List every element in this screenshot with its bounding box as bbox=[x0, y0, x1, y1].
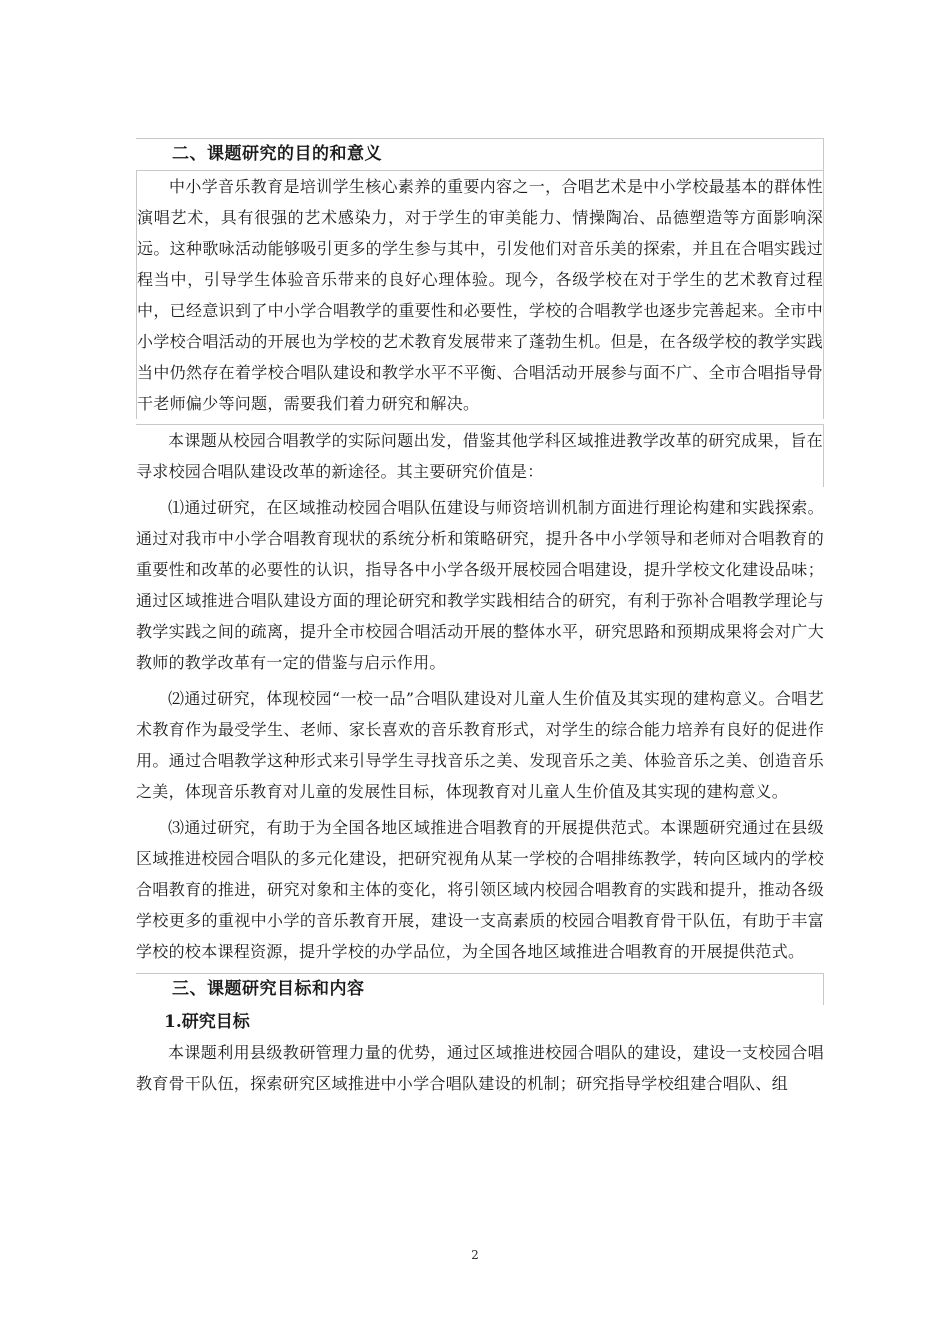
paragraph-background: 中小学音乐教育是培训学生核心素养的重要内容之一，合唱艺术是中小学校最基本的群体性演唱艺术，具有很强的艺术感染力，对于学生的审美能力、情操陶冶、品德塑造等方面影响深远。这种歌咏活动能够吸引更多的学生参与其中，引发他们对音乐美的探索，并且在合唱实践过程当中，引导学生体验音乐带来的良好心理体验。现今，各级学校在对于学生的艺术教育过程中，已经意识到了中小学合唱教学的重要性和必要性，学校的合唱教学也逐步完善起来。全市中小学校合唱活动的开展也为学校的艺术教育发展带来了蓬勃生机。但是，在各级学校的教学实践当中仍然存在着学校合唱队建设和教学水平不平衡、合唱活动开展参与面不广、全市合唱指导骨干老师偏少等问题，需要我们着力研究和解决。 bbox=[136, 170, 824, 419]
paragraph-value-1: ⑴通过研究，在区域推动校园合唱队伍建设与师资培训机制方面进行理论构建和实践探索。通过对我市中小学合唱教育现状的系统分析和策略研究，提升各中小学领导和老师对合唱教育的重要性和改革的必要性的认识，指导各中小学各级开展校园合唱建设，提升学校文化建设品味；通过区域推进合唱队建设方面的理论研究和教学实践相结合的研究，有利于弥补合唱教学理论与教学实践之间的疏离，提升全市校园合唱活动开展的整体水平，研究思路和预期成果将会对广大教师的教学改革有一定的借鉴与启示作用。 bbox=[136, 498, 824, 672]
page-number: 2 bbox=[471, 1248, 479, 1262]
page-content bbox=[136, 138, 824, 1099]
paragraph-research-aim: 本课题从校园合唱教学的实际问题出发，借鉴其他学科区域推进教学改革的研究成果，旨在寻求校园合唱队建设改革的新途径。其主要研究价值是： bbox=[136, 424, 824, 487]
paragraph-value-2: ⑵通过研究，体现校园“一校一品”合唱队建设对儿童人生价值及其实现的建构意义。合唱艺术教育作为最受学生、老师、家长喜欢的音乐教育形式，对学生的综合能力培养有良好的促进作用。通过合唱教学这种形式来引导学生寻找音乐之美、发现音乐之美、体验音乐之美、创造音乐之美，体现音乐教育对儿童的发展性目标，体现教育对儿童人生价值及其实现的建构意义。 bbox=[136, 689, 824, 801]
section-heading-purpose: 二、课题研究的目的和意义 bbox=[136, 138, 824, 170]
paragraph-value-3: ⑶通过研究，有助于为全国各地区域推进合唱教育的开展提供范式。本课题研究通过在县级区域推进校园合唱队的多元化建设，把研究视角从某一学校的合唱排练教学，转向区域内的学校合唱教育的推进，研究对象和主体的变化，将引领区域内校园合唱教育的实践和提升，推动各级学校更多的重视中小学的音乐教育开展，建设一支高素质的校园合唱教育骨干队伍，有助于丰富学校的校本课程资源，提升学校的办学品位，为全国各地区域推进合唱教育的开展提供范式。 bbox=[136, 818, 824, 961]
paragraph-goals: 本课题利用县级教研管理力量的优势，通过区域推进校园合唱队的建设，建设一支校园合唱教育骨干队伍，探索研究区域推进中小学合唱队建设的机制；研究指导学校组建合唱队、组 bbox=[136, 1043, 824, 1093]
section-heading-goals: 三、课题研究目标和内容 bbox=[136, 973, 824, 1005]
subheading-research-goals: 1.研究目标 bbox=[164, 1012, 250, 1032]
